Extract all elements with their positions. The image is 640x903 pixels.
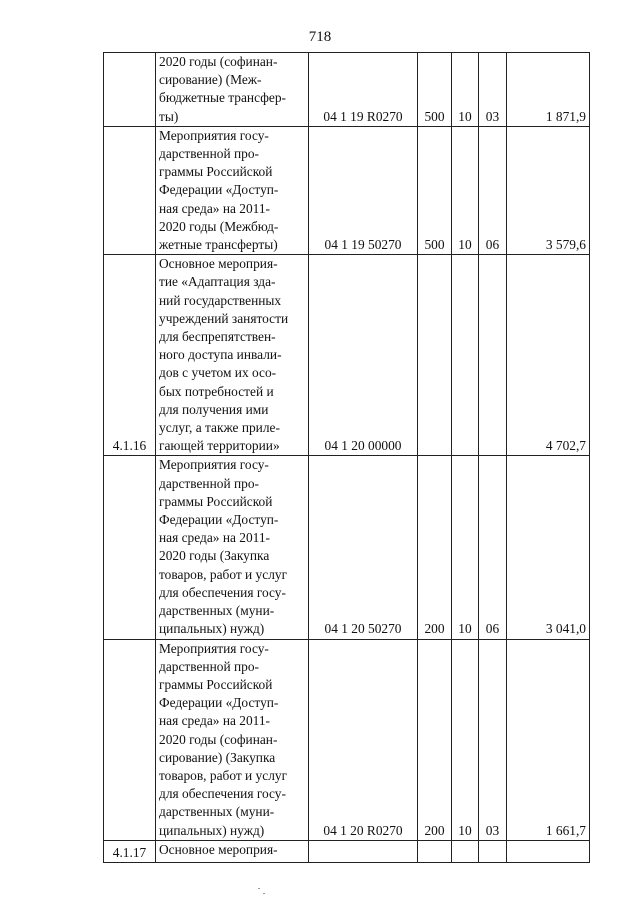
row-number [104, 126, 156, 254]
row-description: Мероприятия госу- дарственной про- граммы Российской Федерации «Доступ- ная среда» на 2011- 2020 годы (Межбюд- жетные трансферты) [156, 126, 309, 254]
row-description: Мероприятия госу- дарственной про- граммы Российской Федерации «Доступ- ная среда» на 2011- 2020 годы (софинан- сирование) (Закупка товаров, работ и услуг для обеспечения госу- дарственных (муни- ципальных) нужд) [156, 639, 309, 840]
row-section [452, 840, 479, 862]
row-amount: 4 702,7 [507, 255, 590, 456]
row-section [452, 255, 479, 456]
scan-speck [263, 893, 265, 894]
row-target-code: 04 1 19 R0270 [309, 53, 418, 127]
row-description: 2020 годы (софинан- сирование) (Меж- бюджетные трансфер- ты) [156, 53, 309, 127]
row-amount [507, 840, 590, 862]
table-row [104, 53, 590, 127]
row-amount: 1 661,7 [507, 639, 590, 840]
row-section: 10 [452, 126, 479, 254]
row-target-code: 04 1 20 R0270 [309, 639, 418, 840]
table-row [104, 456, 590, 639]
row-subsection: 06 [479, 456, 507, 639]
scan-speck [258, 888, 260, 889]
table-row [104, 639, 590, 840]
row-subsection: 03 [479, 53, 507, 127]
row-expense-type: 200 [418, 639, 452, 840]
row-number: 4.1.16 [104, 255, 156, 456]
row-target-code [309, 840, 418, 862]
table-row [104, 255, 590, 456]
row-expense-type: 500 [418, 53, 452, 127]
row-amount: 3 579,6 [507, 126, 590, 254]
table-row [104, 840, 590, 862]
page-number: 718 [308, 29, 332, 45]
row-section: 10 [452, 456, 479, 639]
row-amount: 3 041,0 [507, 456, 590, 639]
row-section: 10 [452, 53, 479, 127]
row-description: Основное мероприя- тие «Адаптация зда- ний государственных учреждений занятости для беспрепятствен- ного доступа инвали- дов с учетом их осо- бых потребностей и для получения ими услуг, а также приле- гающей территории» [156, 255, 309, 456]
row-number [104, 53, 156, 127]
row-subsection: 03 [479, 639, 507, 840]
row-description: Мероприятия госу- дарственной про- граммы Российской Федерации «Доступ- ная среда» на 2011- 2020 годы (Закупка товаров, работ и услуг для обеспечения госу- дарственных (муни- ципальных) нужд) [156, 456, 309, 639]
row-target-code: 04 1 20 50270 [309, 456, 418, 639]
row-number [104, 456, 156, 639]
row-expense-type [418, 840, 452, 862]
row-subsection: 06 [479, 126, 507, 254]
row-target-code: 04 1 19 50270 [309, 126, 418, 254]
row-description: Основное мероприя- [156, 840, 309, 862]
row-number [104, 639, 156, 840]
row-expense-type: 500 [418, 126, 452, 254]
row-target-code: 04 1 20 00000 [309, 255, 418, 456]
table-row [104, 126, 590, 254]
budget-table [103, 52, 590, 863]
row-amount: 1 871,9 [507, 53, 590, 127]
row-expense-type: 200 [418, 456, 452, 639]
row-subsection [479, 840, 507, 862]
row-subsection [479, 255, 507, 456]
row-expense-type [418, 255, 452, 456]
row-number: 4.1.17 [104, 840, 156, 862]
row-section: 10 [452, 639, 479, 840]
